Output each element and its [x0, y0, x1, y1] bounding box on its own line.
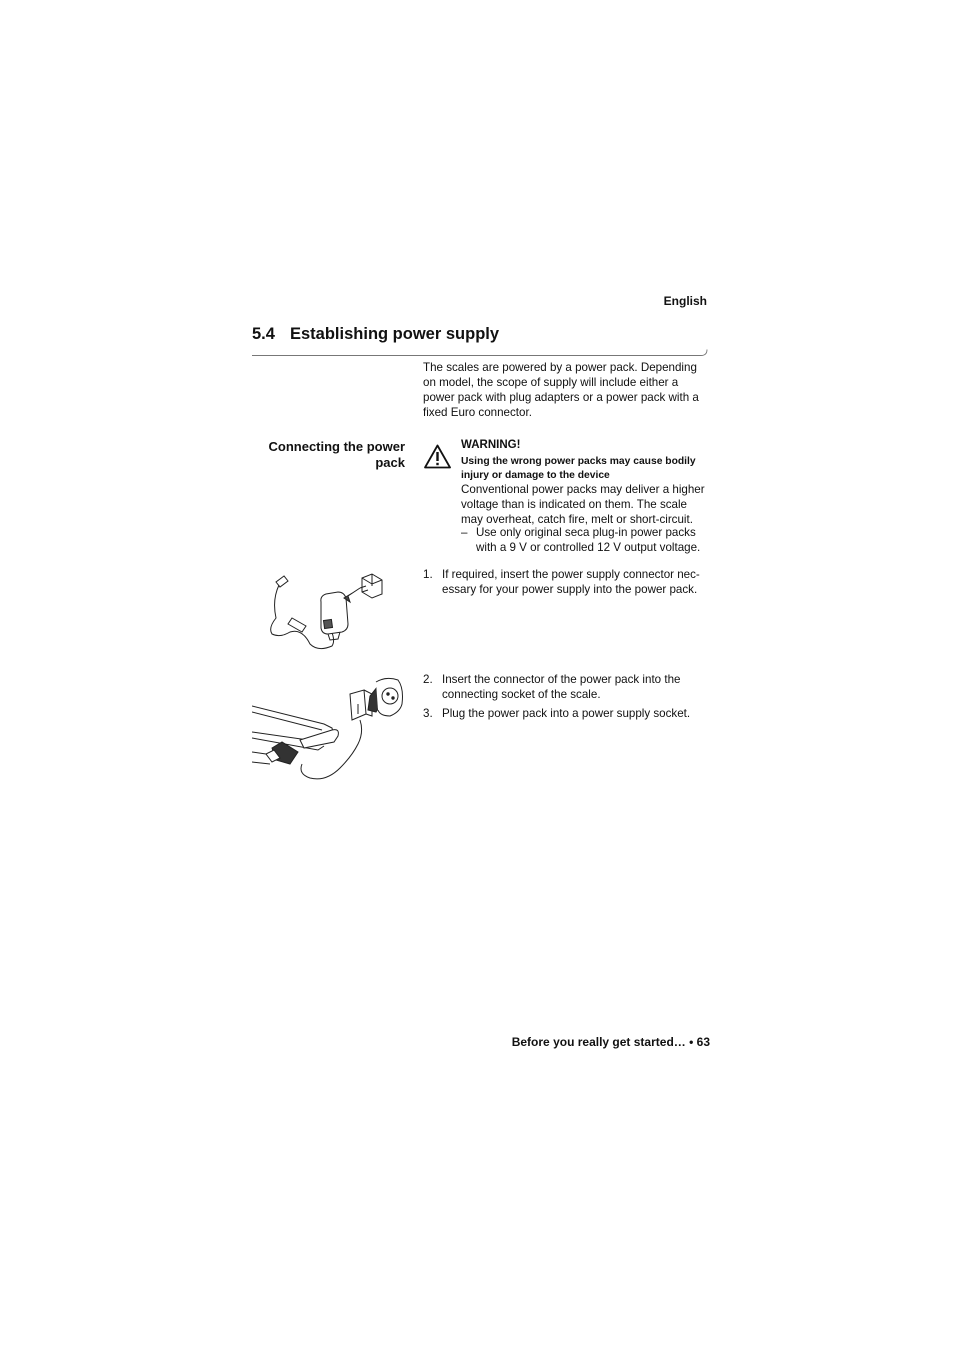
- intro-paragraph: The scales are powered by a power pack. Depending on model, the scope of supply will include either a power pack with plug adapters or a power pack with a fixed Euro connector.: [423, 361, 699, 419]
- step-text: Insert the connector of the power pack into the connecting socket of the scale.: [442, 673, 681, 701]
- page-footer: Before you really get started… • 63: [511, 1035, 710, 1049]
- warning-icon: [424, 444, 451, 469]
- step-number: 2.: [423, 673, 433, 686]
- step-number: 3.: [423, 707, 433, 720]
- warning-bullet: Use only original seca plug-in power packs with a 9 V or controlled 12 V output voltage.: [476, 526, 701, 554]
- section-title: Establishing power supply: [290, 325, 500, 343]
- subsection-title: Connecting the power pack: [268, 439, 405, 470]
- step-text: Plug the power pack into a power supply socket.: [442, 707, 691, 720]
- section-heading: [252, 325, 499, 344]
- section-number: 5.4: [252, 325, 275, 343]
- step-number: 1.: [423, 568, 433, 581]
- warning-text: Conventional power packs may deliver a higher voltage than is indicated on them. The scale may overheat, catch fire, melt or short-circuit.: [461, 483, 705, 526]
- section-rule: [252, 348, 708, 358]
- warning-subtitle: Using the wrong power packs may cause bodily injury or damage to the device: [461, 456, 696, 481]
- power-pack-adapter-illustration: [262, 568, 394, 660]
- warning-bullet-dash: –: [461, 526, 468, 539]
- step-text: If required, insert the power supply connector nec-essary for your power supply into the power pack.: [442, 568, 700, 596]
- language-label: English: [663, 294, 707, 308]
- scale-socket-illustration: [252, 672, 412, 784]
- warning-title: WARNING!: [461, 439, 521, 451]
